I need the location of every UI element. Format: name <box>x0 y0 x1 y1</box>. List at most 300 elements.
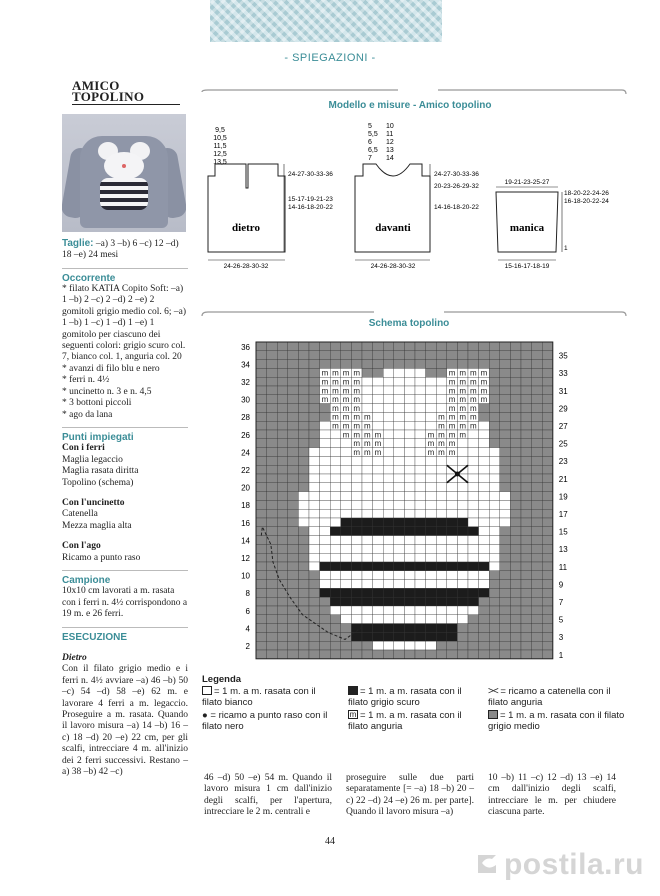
chart-cell <box>510 571 521 580</box>
chart-cell <box>468 632 479 641</box>
chart-cell <box>447 606 458 615</box>
chart-cell <box>426 474 437 483</box>
svg-text:24-26-28-30-32: 24-26-28-30-32 <box>370 263 416 270</box>
back-top-measure: 10,5 <box>213 135 227 142</box>
chart-cell <box>288 624 299 633</box>
chart-cell-anguria: m <box>363 430 371 440</box>
chart-cell <box>510 500 521 509</box>
chart-cell <box>341 536 352 545</box>
chart-cell <box>298 624 309 633</box>
chart-cell <box>309 404 320 413</box>
chart-cell <box>404 360 415 369</box>
chart-cell-anguria: m <box>459 421 467 431</box>
chart-cell <box>521 527 532 536</box>
chart-cell <box>542 588 553 597</box>
chart-cell <box>489 571 500 580</box>
chart-cell <box>521 474 532 483</box>
chart-cell <box>468 536 479 545</box>
chart-cell <box>394 474 405 483</box>
front-top-measure: 6,5 <box>368 147 378 154</box>
chart-cell <box>309 571 320 580</box>
chart-cell <box>309 500 320 509</box>
chart-cell <box>298 641 309 650</box>
chart-cell <box>436 395 447 404</box>
chart-cell <box>309 386 320 395</box>
chart-cell-anguria: m <box>342 412 350 422</box>
chart-cell <box>489 448 500 457</box>
row-label-right: 3 <box>558 633 564 643</box>
chart-cell <box>362 553 373 562</box>
chart-cell-anguria: m <box>353 412 361 422</box>
chart-cell <box>277 448 288 457</box>
chart-cell <box>394 456 405 465</box>
chart-cell <box>404 509 415 518</box>
chart-cell <box>457 351 468 360</box>
chart-cell <box>362 562 373 571</box>
chart-cell <box>341 439 352 448</box>
crochet-item: Mezza maglia alta <box>62 520 132 531</box>
chart-cell <box>277 571 288 580</box>
chart-cell <box>341 509 352 518</box>
chart-cell <box>362 351 373 360</box>
chart-cell <box>468 562 479 571</box>
chart-cell <box>532 509 543 518</box>
chart-cell <box>373 395 384 404</box>
chart-cell <box>457 588 468 597</box>
chart-cell <box>383 527 394 536</box>
chart-cell <box>320 588 331 597</box>
chart-cell <box>298 588 309 597</box>
chart-cell <box>404 580 415 589</box>
chart-cell <box>267 597 278 606</box>
chart-cell <box>320 351 331 360</box>
chart-cell <box>383 650 394 659</box>
chart-cell <box>500 562 511 571</box>
chart-cell <box>277 404 288 413</box>
chart-cell <box>479 448 490 457</box>
chart-cell <box>521 368 532 377</box>
chart-cell <box>277 553 288 562</box>
chart-cell <box>351 474 362 483</box>
chart-cell <box>532 377 543 386</box>
chart-cell <box>383 509 394 518</box>
chart-cell <box>500 342 511 351</box>
chart-cell <box>394 368 405 377</box>
chart-cell <box>426 386 437 395</box>
chart-cell <box>256 615 267 624</box>
chart-cell <box>362 606 373 615</box>
chart-cell <box>394 386 405 395</box>
chart-cell <box>330 553 341 562</box>
chart-cell-anguria: m <box>374 447 382 457</box>
chart-cell <box>277 342 288 351</box>
chart-cell-anguria: m <box>448 368 456 378</box>
chart-cell <box>532 360 543 369</box>
chart-cell <box>447 624 458 633</box>
chart-cell <box>500 368 511 377</box>
chart-cell <box>362 456 373 465</box>
chart-cell <box>532 553 543 562</box>
chart-cell-anguria: m <box>459 386 467 396</box>
chart-cell <box>532 483 543 492</box>
chart-cell <box>383 536 394 545</box>
chart-cell <box>415 395 426 404</box>
chart-cell <box>521 421 532 430</box>
chart-cell <box>542 465 553 474</box>
chart-cell <box>479 456 490 465</box>
chart-cell <box>383 360 394 369</box>
chart-cell <box>404 536 415 545</box>
chart-cell <box>500 553 511 562</box>
chart-cell <box>415 500 426 509</box>
chart-cell <box>415 404 426 413</box>
chart-cell <box>436 536 447 545</box>
chart-cell <box>288 474 299 483</box>
chart-cell-anguria: m <box>480 368 488 378</box>
chart-cell <box>510 439 521 448</box>
chart-cell <box>383 624 394 633</box>
chart-cell <box>521 439 532 448</box>
chart-cell <box>309 588 320 597</box>
chart-cell <box>383 456 394 465</box>
chart-cell <box>542 544 553 553</box>
chart-cell <box>383 518 394 527</box>
row-label-right: 19 <box>558 492 568 502</box>
chart-cell <box>542 342 553 351</box>
chart-cell <box>309 597 320 606</box>
chart-cell <box>457 562 468 571</box>
chart-cell <box>394 553 405 562</box>
chart-cell <box>479 615 490 624</box>
chart-cell <box>415 456 426 465</box>
chart-cell <box>267 580 278 589</box>
chart-cell <box>394 641 405 650</box>
chart-cell <box>426 500 437 509</box>
chart-cell <box>320 360 331 369</box>
chart-cell <box>436 624 447 633</box>
chart-cell <box>489 386 500 395</box>
chart-cell <box>267 395 278 404</box>
chart-cell <box>267 492 278 501</box>
chart-cell <box>256 483 267 492</box>
chart-cell <box>267 606 278 615</box>
chart-cell <box>288 368 299 377</box>
chart-cell <box>404 421 415 430</box>
chart-cell <box>383 615 394 624</box>
model-title: Modello e misure - Amico topolino <box>328 100 492 111</box>
chart-cell <box>447 588 458 597</box>
chart-cell <box>277 624 288 633</box>
chart-cell <box>351 562 362 571</box>
chart-cell-anguria: m <box>342 395 350 405</box>
needle-list <box>62 553 188 564</box>
chart-cell <box>330 606 341 615</box>
chart-cell <box>394 632 405 641</box>
chart-cell <box>373 377 384 386</box>
chart-cell <box>267 536 278 545</box>
chart-cell <box>288 448 299 457</box>
chart-cell <box>383 395 394 404</box>
chart-cell <box>489 342 500 351</box>
chart-cell <box>309 518 320 527</box>
chart-cell <box>510 632 521 641</box>
legend-white: = 1 m. a m. rasata con il filato bianco <box>202 686 316 708</box>
chart-cell <box>447 500 458 509</box>
sizes: Taglie: –a) 3 –b) 6 –c) 12 –d) 18 –e) 24 mesi <box>62 237 179 261</box>
chart-cell <box>362 624 373 633</box>
chart-cell <box>542 509 553 518</box>
row-label-left: 32 <box>241 378 250 387</box>
chart-cell <box>510 430 521 439</box>
chart-cell <box>500 395 511 404</box>
chart-cell <box>373 351 384 360</box>
chart-cell <box>468 351 479 360</box>
back-text: Con il filato grigio medio e i ferri n. 4½ avviare –a) 46 –b) 50 –c) 54 –d) 58 –e) 62 m. e lavorare 4 ferri a m. legaccio. Proseguire a m. rasata. Quando il lavoro misura –a) 14 –b) 16 –c) 18 –d) 20 –e) 22 cm, per gli scalfi, intrecciare 4 m. all'inizio dei 2 ferri successivi. Restano –a) 38 –b) 42 –c) <box>62 664 188 778</box>
chart-cell <box>404 474 415 483</box>
material-item: * avanzi di filo blu e nero <box>62 363 160 374</box>
chart-cell <box>383 632 394 641</box>
gauge-text: 10x10 cm lavorati a m. rasata con i ferri n. 4½ corrispondono a 19 m. e 26 ferri. <box>62 586 188 620</box>
chart-cell <box>468 606 479 615</box>
chart-cell <box>415 518 426 527</box>
chart-cell <box>394 544 405 553</box>
chart-cell <box>532 624 543 633</box>
chart-cell <box>320 439 331 448</box>
chart-cell <box>436 571 447 580</box>
chart-cell <box>436 386 447 395</box>
chart-cell <box>479 421 490 430</box>
chart-cell <box>288 518 299 527</box>
chart-cell <box>489 632 500 641</box>
chart-cell <box>309 368 320 377</box>
chart-cell <box>267 368 278 377</box>
chart-cell <box>373 474 384 483</box>
chart-cell <box>309 456 320 465</box>
chart-cell <box>521 430 532 439</box>
chart-cell <box>457 597 468 606</box>
chart-cell <box>309 412 320 421</box>
chart-cell <box>394 588 405 597</box>
chart-cell-anguria: m <box>332 368 339 378</box>
chart-cell <box>298 351 309 360</box>
chart-cell-anguria: m <box>374 430 382 440</box>
chart-cell <box>330 597 341 606</box>
chart-cell <box>532 615 543 624</box>
chart-cell <box>500 412 511 421</box>
chart-cell <box>330 430 341 439</box>
chart-cell <box>415 527 426 536</box>
chart-cell <box>383 404 394 413</box>
chart-cell <box>532 580 543 589</box>
row-label-left: 24 <box>241 448 250 458</box>
chart-cell <box>436 615 447 624</box>
chart-cell <box>394 395 405 404</box>
chart-cell <box>468 588 479 597</box>
chart-cell <box>532 632 543 641</box>
chart-cell <box>542 483 553 492</box>
chart-cell <box>298 500 309 509</box>
chart-cell <box>362 580 373 589</box>
material-item: * 3 bottoni piccoli <box>62 398 132 409</box>
chart-cell <box>489 650 500 659</box>
chart-cell <box>468 615 479 624</box>
row-label-right: 11 <box>558 562 568 572</box>
chart-cell <box>267 456 278 465</box>
chart-cell <box>277 483 288 492</box>
chart-cell <box>298 597 309 606</box>
chart-cell-anguria: m <box>459 412 467 422</box>
chart-cell <box>415 615 426 624</box>
chart-cell-anguria: m <box>448 377 456 387</box>
chart-cell <box>521 360 532 369</box>
chart-cell <box>383 430 394 439</box>
chart-cell-anguria: m <box>353 386 361 396</box>
chart-cell <box>298 632 309 641</box>
chart-cell <box>457 439 468 448</box>
chart-cell <box>404 342 415 351</box>
chart-cell <box>362 527 373 536</box>
chart-cell <box>457 536 468 545</box>
svg-text:16-18-20-22-24: 16-18-20-22-24 <box>564 198 609 205</box>
chart-cell <box>362 509 373 518</box>
chart-cell <box>489 404 500 413</box>
chart-cell <box>521 509 532 518</box>
chart-cell <box>436 597 447 606</box>
chart-cell-anguria: m <box>342 421 350 431</box>
chart-cell <box>489 597 500 606</box>
chart-cell <box>341 448 352 457</box>
chart-cell <box>256 386 267 395</box>
chart-cell <box>468 650 479 659</box>
chart-cell <box>351 588 362 597</box>
chart-cell <box>521 615 532 624</box>
chart-cell <box>532 395 543 404</box>
chart-cell <box>256 342 267 351</box>
chart-cell <box>542 474 553 483</box>
chart-cell <box>298 650 309 659</box>
row-label-left: 30 <box>241 395 250 405</box>
chart-cell <box>415 448 426 457</box>
chart-cell <box>320 544 331 553</box>
chart-cell <box>288 377 299 386</box>
chart-cell <box>521 588 532 597</box>
chart-cell <box>521 465 532 474</box>
chart-cell <box>362 641 373 650</box>
chart-cell <box>298 412 309 421</box>
chart-cell <box>510 456 521 465</box>
chart-cell <box>267 500 278 509</box>
chart-cell-anguria: m <box>321 377 329 387</box>
row-label-left: 14 <box>241 536 250 546</box>
chart-cell <box>426 351 437 360</box>
chart-cell <box>320 483 331 492</box>
chart-cell-anguria: m <box>459 403 467 413</box>
chart-cell <box>383 412 394 421</box>
chart-title: Schema topolino <box>368 318 450 329</box>
chart-cell <box>447 562 458 571</box>
row-label-left: 4 <box>245 624 250 634</box>
chart-cell <box>298 474 309 483</box>
chart-cell <box>298 404 309 413</box>
chart-cell <box>447 536 458 545</box>
chart-cell <box>479 580 490 589</box>
chart-cell <box>373 412 384 421</box>
chart-cell <box>341 632 352 641</box>
chart-cell <box>436 544 447 553</box>
chart-cell <box>351 553 362 562</box>
chart-cell <box>426 456 437 465</box>
chart-cell <box>404 500 415 509</box>
row-label-left: 36 <box>241 342 250 352</box>
chart-cell <box>373 632 384 641</box>
chart-cell <box>404 562 415 571</box>
chart-cell <box>457 580 468 589</box>
chart-cell <box>436 368 447 377</box>
chart-cell-anguria: m <box>353 403 361 413</box>
chart-cell <box>426 404 437 413</box>
knit-texture-banner <box>210 0 442 42</box>
chart-cell <box>468 360 479 369</box>
chart-cell <box>489 615 500 624</box>
chart-cell <box>309 641 320 650</box>
chart-cell <box>288 483 299 492</box>
chart-cell <box>330 580 341 589</box>
davanti-label: davanti <box>375 222 411 234</box>
chart-cell <box>383 492 394 501</box>
chart-cell <box>447 518 458 527</box>
chart-cell <box>542 562 553 571</box>
chart-cell <box>256 624 267 633</box>
material-item: * ago da lana <box>62 409 113 420</box>
chart-cell <box>320 448 331 457</box>
chart-cell <box>373 465 384 474</box>
chart-cell <box>457 509 468 518</box>
chart-cell <box>404 597 415 606</box>
chart-cell-anguria: m <box>363 439 371 449</box>
chart-cell <box>500 439 511 448</box>
chart-cell <box>426 650 437 659</box>
chart-cell <box>341 606 352 615</box>
row-label-right: 13 <box>558 545 568 555</box>
chart-cell <box>489 465 500 474</box>
chart-cell <box>479 562 490 571</box>
chart-cell <box>288 351 299 360</box>
chart-cell <box>277 527 288 536</box>
material-item: * ferri n. 4½ <box>62 375 110 386</box>
chart-cell <box>373 386 384 395</box>
chart-cell <box>256 588 267 597</box>
chart-cell-anguria: m <box>353 395 361 405</box>
chart-cell <box>277 606 288 615</box>
chart-cell <box>309 632 320 641</box>
chart-cell <box>510 368 521 377</box>
chart-cell <box>277 632 288 641</box>
chart-cell <box>383 500 394 509</box>
chart-cell <box>362 632 373 641</box>
chart-cell <box>489 588 500 597</box>
chart-cell <box>510 641 521 650</box>
back-title: Dietro <box>62 653 87 663</box>
chart-cell <box>426 342 437 351</box>
chart-cell <box>404 606 415 615</box>
front-top-measure: 6 <box>368 139 372 146</box>
chart-cell <box>373 641 384 650</box>
chart-cell <box>500 544 511 553</box>
chart-cell <box>373 342 384 351</box>
chart-cell <box>330 439 341 448</box>
chart-cell <box>415 562 426 571</box>
chart-cell <box>510 536 521 545</box>
